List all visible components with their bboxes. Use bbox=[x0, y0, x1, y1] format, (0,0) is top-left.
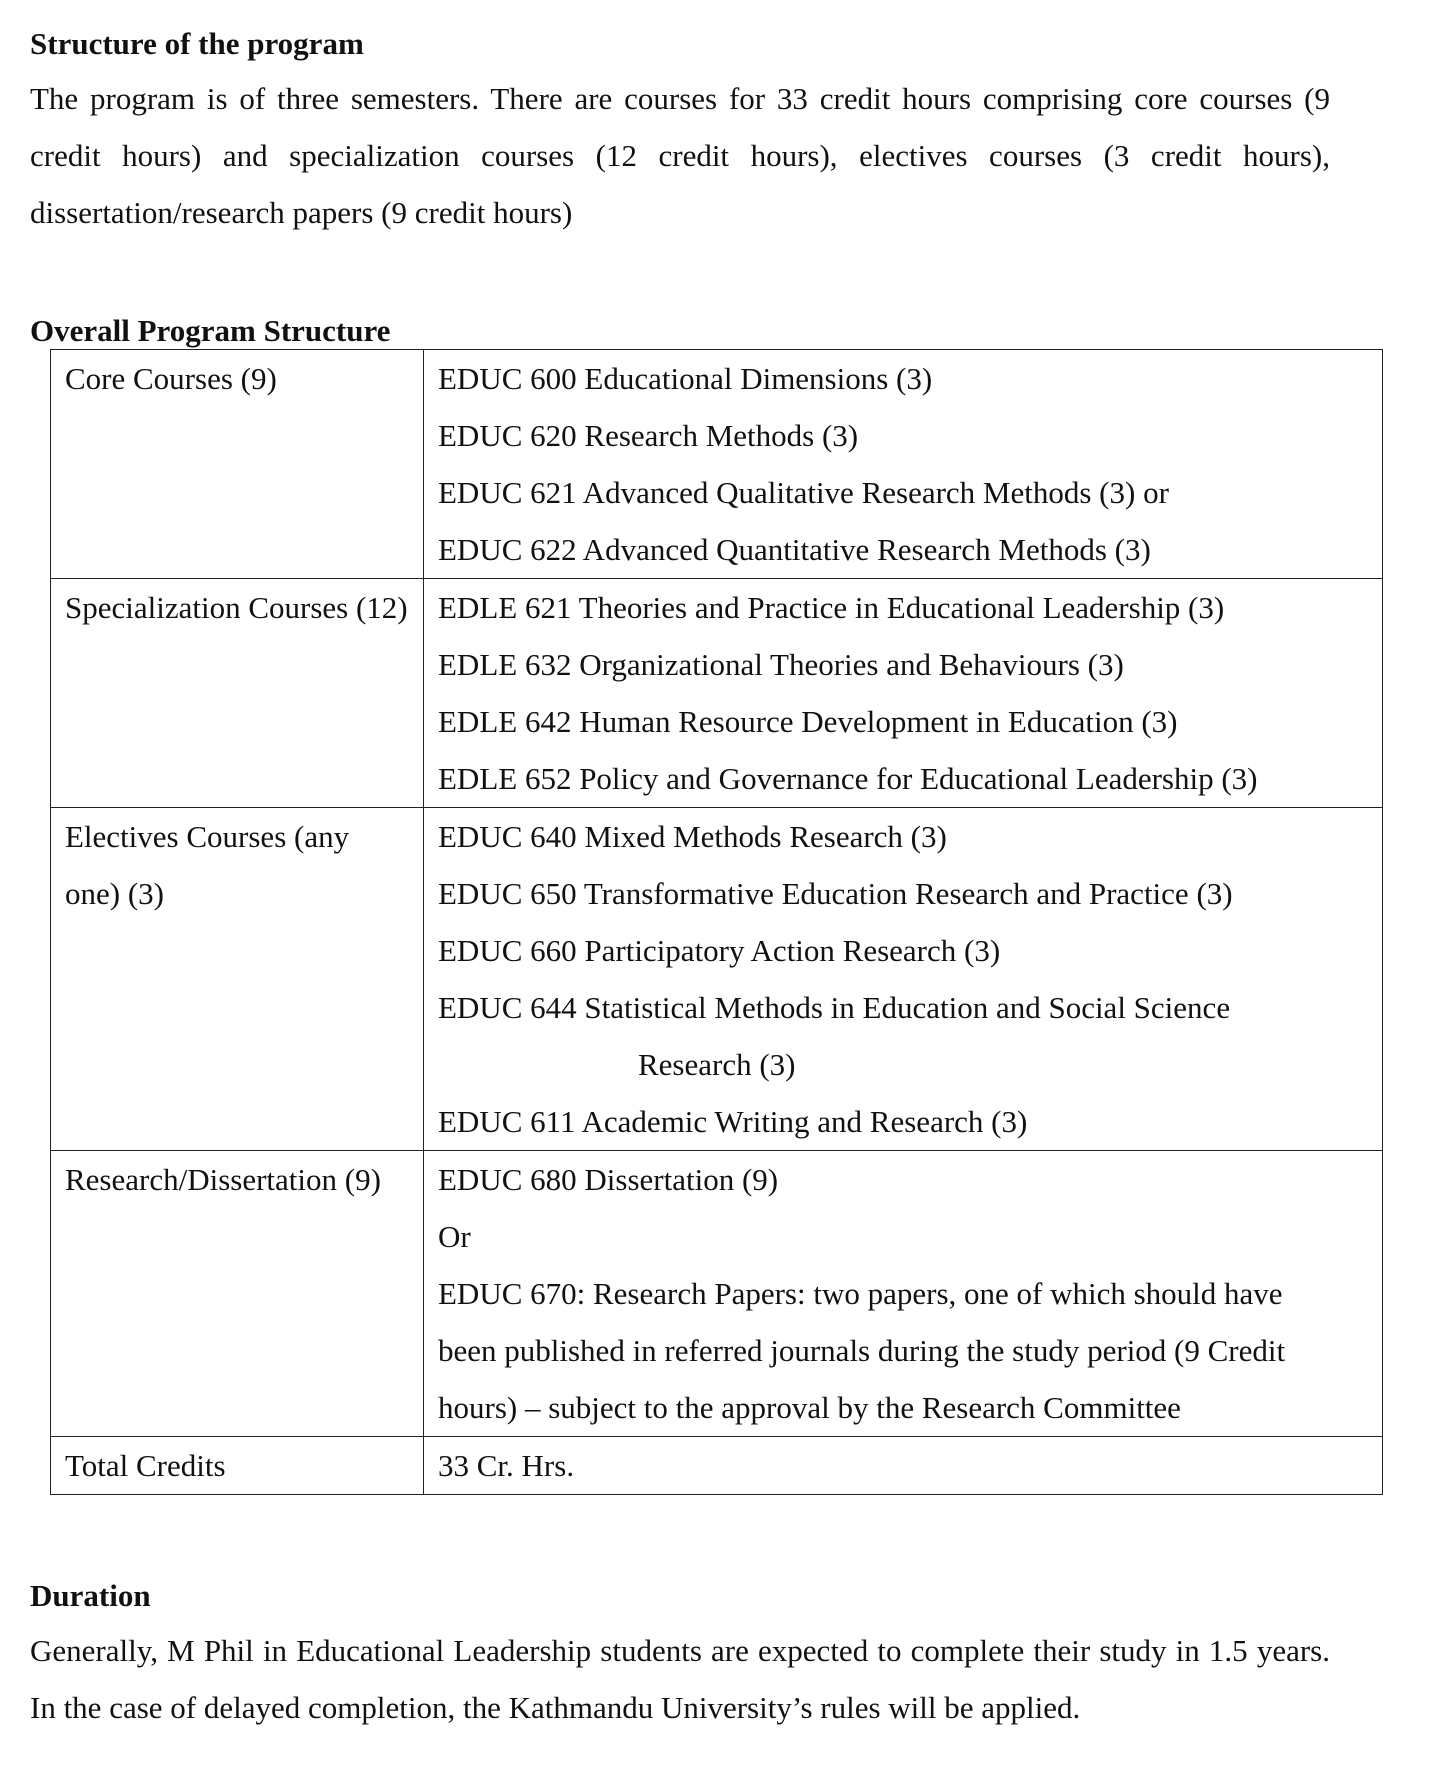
table-row-core bbox=[51, 350, 1383, 579]
course-line-continuation: Research (3) bbox=[638, 1047, 796, 1082]
structure-heading: Structure of the program bbox=[30, 26, 364, 61]
overall-structure-heading: Overall Program Structure bbox=[30, 313, 391, 348]
category-cell: Specialization Courses (12) bbox=[51, 579, 424, 808]
course-line: EDUC 640 Mixed Methods Research (3) bbox=[438, 819, 947, 854]
course-line: EDUC 670: Research Papers: two papers, one of which should have bbox=[438, 1276, 1283, 1311]
structure-paragraph: The program is of three semesters. There are courses for 33 credit hours comprising core courses (9 credit hours) and specialization courses (12 credit hours), electives courses (3 credit hours), dissertation/research papers (9 credit hours) bbox=[30, 81, 1330, 230]
course-line: EDUC 620 Research Methods (3) bbox=[438, 418, 859, 453]
course-line: been published in referred journals during the study period (9 Credit bbox=[438, 1333, 1286, 1368]
course-line: EDUC 680 Dissertation (9) bbox=[438, 1162, 779, 1197]
total-credits-value: 33 Cr. Hrs. bbox=[438, 1448, 575, 1483]
category-cell: Total Credits bbox=[51, 1437, 424, 1495]
course-line: Or bbox=[438, 1219, 471, 1254]
course-line: EDUC 650 Transformative Education Research and Practice (3) bbox=[438, 876, 1233, 911]
course-line: EDUC 621 Advanced Qualitative Research Methods (3) or bbox=[438, 475, 1169, 510]
course-line: EDLE 652 Policy and Governance for Educational Leadership (3) bbox=[438, 761, 1258, 796]
document-page bbox=[30, 18, 1425, 348]
category-cell: Core Courses (9) bbox=[51, 350, 424, 579]
course-line: EDLE 632 Organizational Theories and Behaviours (3) bbox=[438, 647, 1124, 682]
courses-cell bbox=[424, 350, 1383, 579]
course-line: EDLE 642 Human Resource Development in Education (3) bbox=[438, 704, 1178, 739]
course-line: EDUC 622 Advanced Quantitative Research Methods (3) bbox=[438, 532, 1151, 567]
courses-cell bbox=[424, 579, 1383, 808]
courses-cell bbox=[424, 808, 1383, 1151]
courses-cell bbox=[424, 1437, 1383, 1495]
duration-heading: Duration bbox=[30, 1578, 151, 1613]
course-line: EDUC 600 Educational Dimensions (3) bbox=[438, 361, 933, 396]
table-row-electives bbox=[51, 808, 1383, 1151]
course-line: EDUC 644 Statistical Methods in Education and Social Science bbox=[438, 990, 1231, 1025]
course-line: EDLE 621 Theories and Practice in Educational Leadership (3) bbox=[438, 590, 1225, 625]
table-row-specialization bbox=[51, 579, 1383, 808]
courses-cell bbox=[424, 1151, 1383, 1437]
table-row-total bbox=[51, 1437, 1383, 1495]
category-cell: Research/Dissertation (9) bbox=[51, 1151, 424, 1437]
duration-section bbox=[30, 1570, 1425, 1736]
course-line: hours) – subject to the approval by the Research Committee bbox=[438, 1390, 1181, 1425]
table-row-research bbox=[51, 1151, 1383, 1437]
duration-paragraph: Generally, M Phil in Educational Leadership students are expected to complete their study in 1.5 years. In the case of delayed completion, the Kathmandu University’s rules will be applied. bbox=[30, 1633, 1330, 1725]
category-cell: Electives Courses (any one) (3) bbox=[51, 808, 424, 1151]
course-line: EDUC 611 Academic Writing and Research (3) bbox=[438, 1104, 1028, 1139]
course-line: EDUC 660 Participatory Action Research (3) bbox=[438, 933, 1001, 968]
program-structure-table bbox=[50, 349, 1383, 1495]
